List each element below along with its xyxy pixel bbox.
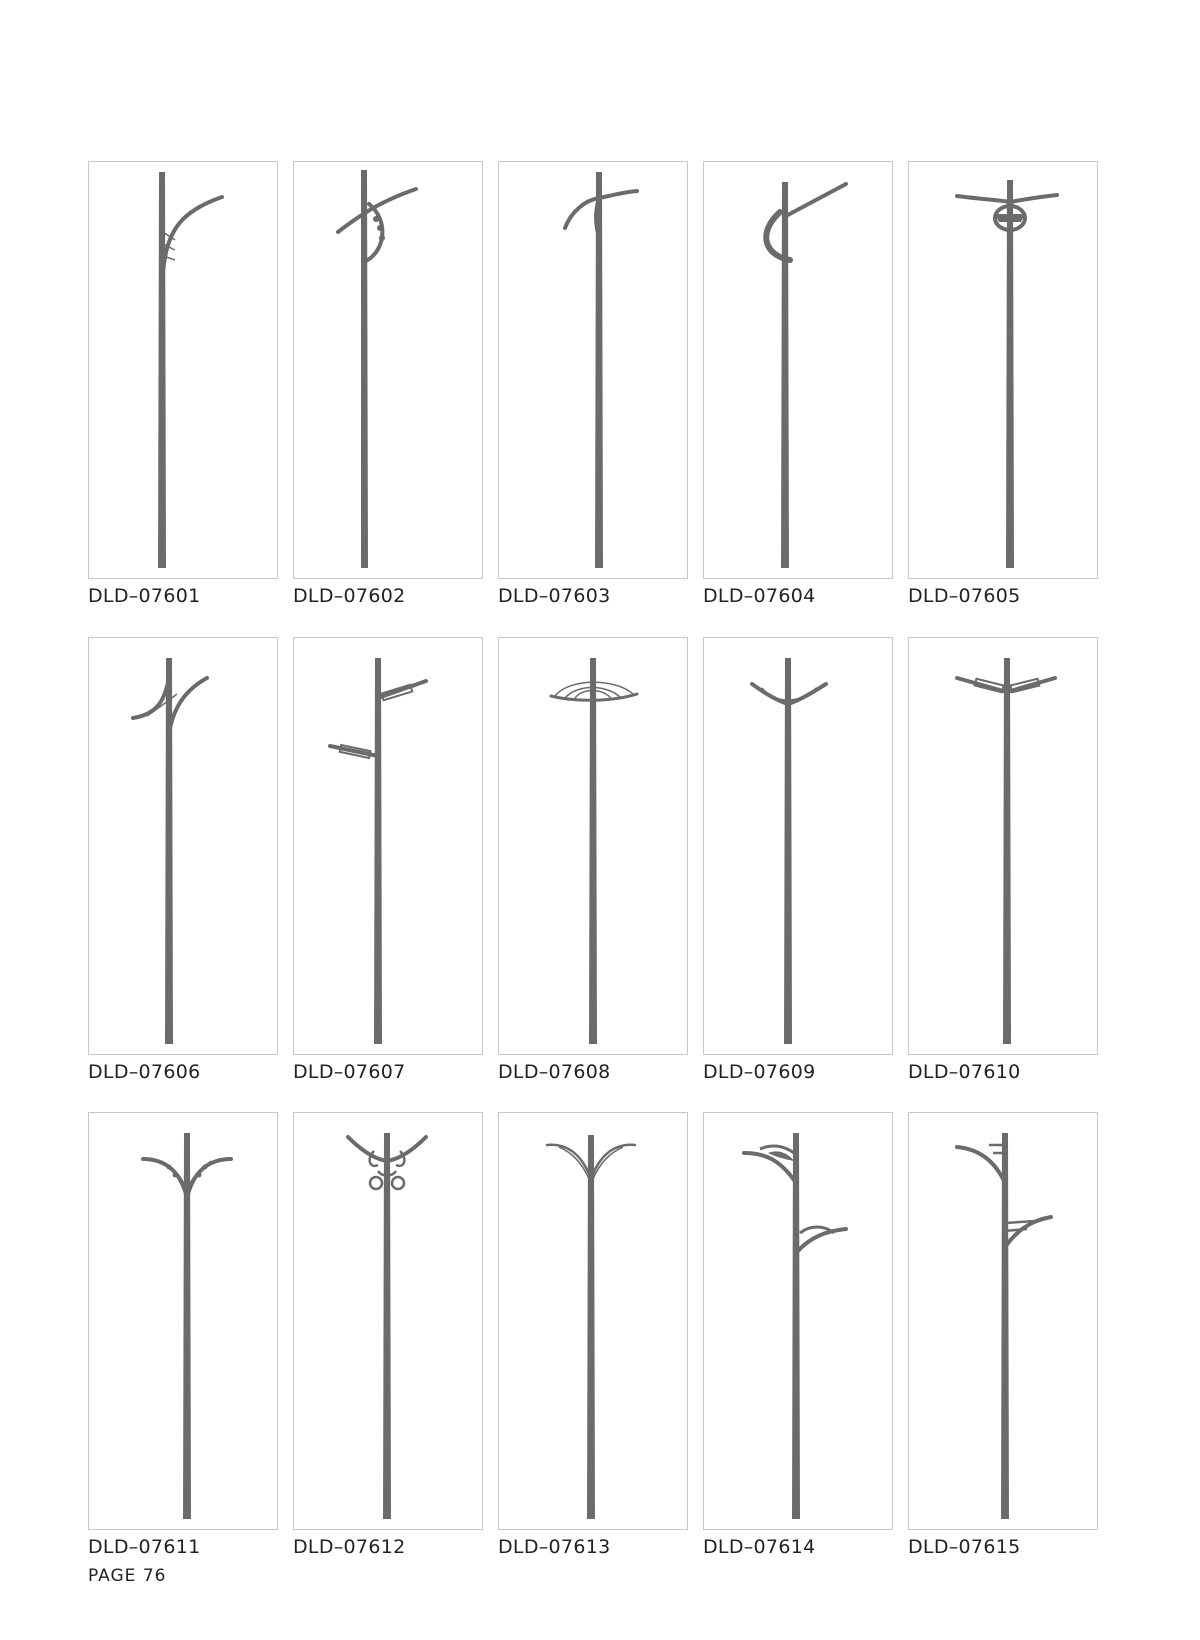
product-drawing-frame xyxy=(498,1112,688,1530)
street-lamp-icon xyxy=(909,1113,1097,1529)
product-drawing-frame xyxy=(703,161,893,579)
product-drawing-frame xyxy=(498,161,688,579)
street-lamp-icon xyxy=(499,638,687,1054)
product-code: DLD–07606 xyxy=(88,1061,201,1083)
product-drawing-frame xyxy=(498,637,688,1055)
street-lamp-icon xyxy=(89,1113,277,1529)
product-drawing-frame xyxy=(908,637,1098,1055)
product-drawing-frame xyxy=(293,637,483,1055)
product-code: DLD–07603 xyxy=(498,585,611,607)
street-lamp-icon xyxy=(294,638,482,1054)
street-lamp-icon xyxy=(89,162,277,578)
street-lamp-icon xyxy=(499,162,687,578)
product-drawing-frame xyxy=(88,637,278,1055)
product-drawing-frame xyxy=(293,1112,483,1530)
product-drawing-frame xyxy=(88,161,278,579)
page-number: PAGE 76 xyxy=(88,1566,167,1586)
street-lamp-icon xyxy=(294,1113,482,1529)
street-lamp-icon xyxy=(704,1113,892,1529)
product-code: DLD–07614 xyxy=(703,1536,816,1558)
product-code: DLD–07604 xyxy=(703,585,816,607)
street-lamp-icon xyxy=(704,638,892,1054)
product-code: DLD–07608 xyxy=(498,1061,611,1083)
street-lamp-icon xyxy=(909,162,1097,578)
product-drawing-frame xyxy=(88,1112,278,1530)
product-code: DLD–07615 xyxy=(908,1536,1021,1558)
product-code: DLD–07601 xyxy=(88,585,201,607)
street-lamp-icon xyxy=(294,162,482,578)
product-drawing-frame xyxy=(293,161,483,579)
product-drawing-frame xyxy=(908,161,1098,579)
product-code: DLD–07611 xyxy=(88,1536,201,1558)
product-code: DLD–07602 xyxy=(293,585,406,607)
product-code: DLD–07607 xyxy=(293,1061,406,1083)
product-drawing-frame xyxy=(703,637,893,1055)
street-lamp-icon xyxy=(89,638,277,1054)
product-code: DLD–07612 xyxy=(293,1536,406,1558)
product-code: DLD–07613 xyxy=(498,1536,611,1558)
street-lamp-icon xyxy=(909,638,1097,1054)
product-drawing-frame xyxy=(703,1112,893,1530)
product-code: DLD–07605 xyxy=(908,585,1021,607)
street-lamp-icon xyxy=(499,1113,687,1529)
product-drawing-frame xyxy=(908,1112,1098,1530)
product-code: DLD–07609 xyxy=(703,1061,816,1083)
product-code: DLD–07610 xyxy=(908,1061,1021,1083)
street-lamp-icon xyxy=(704,162,892,578)
